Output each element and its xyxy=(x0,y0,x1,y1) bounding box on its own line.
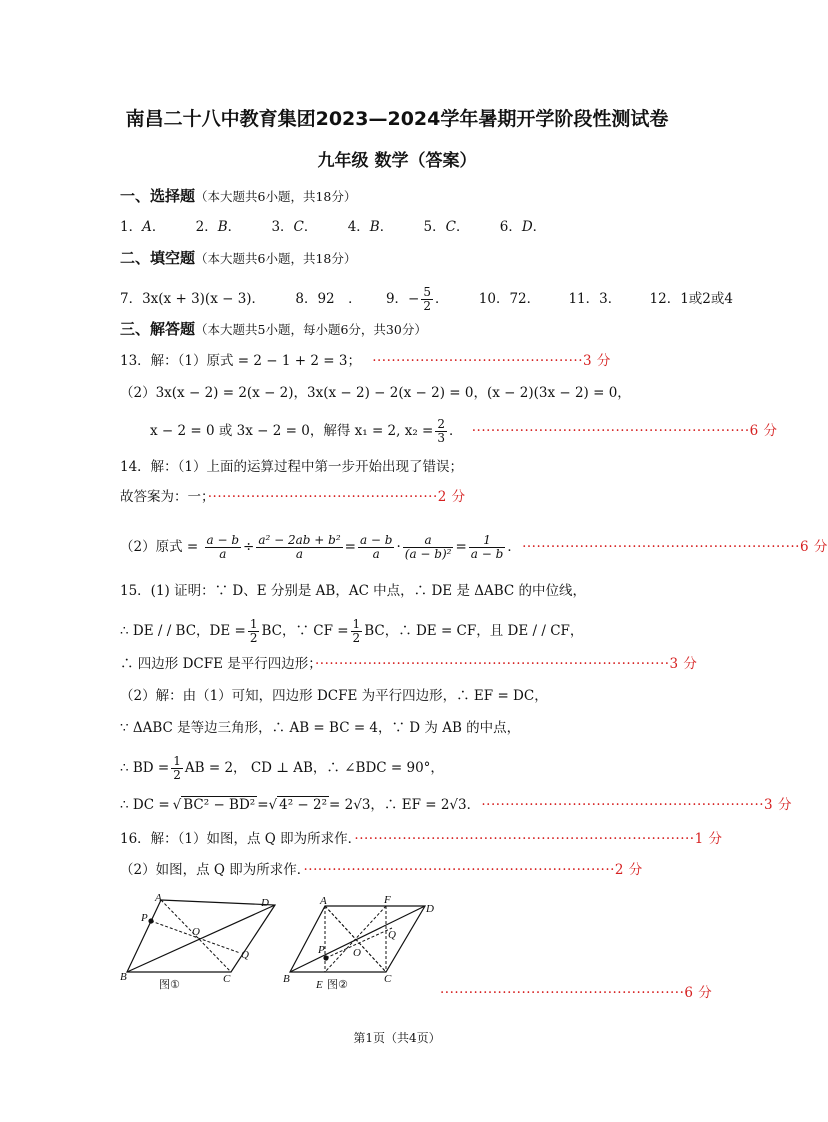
section2-header xyxy=(120,250,356,267)
label-p: P xyxy=(318,944,325,956)
denominator: (a − b)² xyxy=(404,547,452,561)
q13-solution: x − 2 = 0 或 3x − 2 = 0，解得 x₁ = 2, x₂ = xyxy=(150,423,434,439)
q14-expression-start: （2）原式 = xyxy=(120,539,199,555)
fraction xyxy=(358,534,395,561)
section3-heading: 三、解答题 xyxy=(120,320,196,338)
label-q: Q xyxy=(241,949,249,961)
answer-7: 7．3x(x + 3)(x − 3)． xyxy=(120,291,266,307)
q16-line2 xyxy=(120,862,643,878)
q15-text: ∴ DC = xyxy=(120,797,170,813)
q16-part2: （2）如图，点 Q 即为所求作． xyxy=(120,862,304,878)
operator: = xyxy=(344,539,356,555)
figure-2-label: 图② xyxy=(327,978,348,991)
numerator: 1 xyxy=(249,617,258,631)
q13-fraction xyxy=(435,418,447,445)
answer-9-fraction xyxy=(421,286,433,313)
operator: ÷ xyxy=(243,539,255,555)
numerator: a² − 2ab + b² xyxy=(258,533,341,547)
label-a: A xyxy=(320,895,327,907)
label-f: F xyxy=(384,894,391,906)
operator: = xyxy=(257,797,269,813)
answer-11: 11．3． xyxy=(568,291,622,307)
label-q: Q xyxy=(388,929,396,941)
q13-line1 xyxy=(120,353,611,369)
answer-9-prefix: 9．− xyxy=(385,291,420,307)
numerator: a − b xyxy=(359,533,393,547)
label-e: E xyxy=(316,979,323,991)
denominator: 2 xyxy=(352,631,361,645)
answer-1: A xyxy=(142,219,152,235)
denominator: a − b xyxy=(470,547,504,561)
answer-5: C xyxy=(445,219,456,235)
fraction xyxy=(351,618,363,645)
radicand: BC² − BD² xyxy=(183,797,256,813)
figure-2-diagram xyxy=(280,890,440,1002)
figure-1-diagram xyxy=(115,890,285,1000)
page-title: 南昌二十八中教育集团2023—2024学年暑期开学阶段性测试卷 xyxy=(125,108,669,130)
q15-line1: 15．(1) 证明：∵ D、E 分别是 AB，AC 中点，∴ DE 是 ΔABC 的中位线， xyxy=(120,583,587,599)
numerator: 5 xyxy=(423,285,431,299)
q13-part1: 13．解：（1）原式 = 2 − 1 + 2 = 3； xyxy=(120,353,355,369)
q15-text: AB = 2， CD ⊥ AB，∴ ∠BDC = 90°， xyxy=(184,760,444,776)
score-mark: ··········································································3 分 xyxy=(315,656,698,672)
denominator: 2 xyxy=(423,299,431,313)
fraction xyxy=(205,534,242,561)
punct: ． xyxy=(507,539,515,555)
label-o: O xyxy=(353,947,361,959)
denominator: a xyxy=(219,547,227,561)
answer-6: D xyxy=(521,219,533,235)
answer-6-num: 6． xyxy=(499,219,522,235)
score-mark: ············································3 分 xyxy=(372,353,611,369)
punct: ． xyxy=(227,219,242,235)
operator: · xyxy=(396,539,401,555)
answer-2: B xyxy=(217,219,228,235)
denominator: 2 xyxy=(173,768,181,782)
q16-figure-score: ···················································6 分 xyxy=(440,985,713,1001)
label-b: B xyxy=(120,971,127,983)
label-d: D xyxy=(261,897,269,909)
numerator: 1 xyxy=(352,617,361,631)
q14-line1: 14．解：（1）上面的运算过程中第一步开始出现了错误； xyxy=(120,459,464,475)
punct: ． xyxy=(151,219,166,235)
q15-text: BC，∵ CF = xyxy=(261,623,349,639)
denominator: a xyxy=(295,547,304,561)
numerator: a − b xyxy=(206,533,240,547)
section1-note: （本大题共6小题，共18分） xyxy=(195,189,357,204)
punct: ． xyxy=(455,219,470,235)
q15-line7: ∴ DC = √ BC² − BD² =√ 4² − 2² = 2√3，∴ EF = 2√3． ···························································3 分 xyxy=(120,797,792,813)
answer-4-num: 4． xyxy=(347,219,370,235)
q15-text: = 2√3，∴ EF = 2√3． xyxy=(329,797,474,813)
q15-text: BC，∴ DE = CF，且 DE / / CF， xyxy=(364,623,584,639)
q15-line4: （2）解：由（1）可知，四边形 DCFE 为平行四边形，∴ EF = DC， xyxy=(120,688,548,704)
q16-part1: 16．解：（1）如图，点 Q 即为所求作． xyxy=(120,831,355,847)
numerator: a xyxy=(403,534,454,548)
fraction xyxy=(469,534,506,561)
q15-line5: ∵ ΔABC 是等边三角形，∴ AB = BC = 4，∵ D 为 AB 的中点， xyxy=(120,720,521,736)
q15-text: ∴ BD = xyxy=(120,760,170,776)
page-subtitle: 九年级 数学（答案） xyxy=(317,151,477,171)
punct: ． xyxy=(303,219,318,235)
section2-heading: 二、填空题 xyxy=(120,249,196,267)
q15-line2 xyxy=(120,618,583,645)
numerator: 2 xyxy=(437,417,445,431)
q13-line2: （2）3x(x − 2) = 2(x − 2)，3x(x − 2) − 2(x − 2) = 0，(x − 2)(3x − 2) = 0， xyxy=(120,385,631,401)
label-d: D xyxy=(426,903,434,915)
punct: ． xyxy=(448,423,456,439)
fraction xyxy=(403,534,454,561)
point-p xyxy=(323,955,328,960)
fraction xyxy=(171,755,183,782)
q14-line3 xyxy=(120,534,828,561)
answer-8: 8．92 ． xyxy=(295,291,362,307)
section3-header xyxy=(120,321,427,338)
section2-note: （本大题共6小题，共18分） xyxy=(195,251,357,266)
answer-3-num: 3． xyxy=(271,219,294,235)
diagonal-bd xyxy=(290,906,425,972)
punct: ． xyxy=(532,219,547,235)
answer-2-num: 2． xyxy=(195,219,218,235)
q14-answer: 故答案为：一； xyxy=(120,489,208,505)
fraction xyxy=(256,534,342,561)
answer-3: C xyxy=(293,219,304,235)
label-a: A xyxy=(155,892,162,904)
q15-conclusion: ∴ 四边形 DCFE 是平行四边形； xyxy=(120,656,315,672)
denominator: 2 xyxy=(249,631,258,645)
point-p xyxy=(148,918,153,923)
q14-line2 xyxy=(120,489,466,505)
section1-answers xyxy=(120,219,546,235)
numerator: 1 xyxy=(173,754,181,768)
denominator: 3 xyxy=(437,431,445,445)
parallelogram xyxy=(127,900,275,972)
score-mark: ··························································6 分 xyxy=(471,423,778,439)
score-mark: ···························································3 分 xyxy=(481,797,792,813)
q15-text: ∴ DE / / BC，DE = xyxy=(120,623,246,639)
label-p: P xyxy=(141,912,148,924)
punct: ． xyxy=(379,219,394,235)
label-c: C xyxy=(223,973,231,985)
numerator: 1 xyxy=(469,534,506,548)
answer-5-num: 5． xyxy=(423,219,446,235)
score-mark: ·································································2 分 xyxy=(303,862,643,878)
figure-1-label: 图① xyxy=(159,978,180,991)
section2-answers xyxy=(120,286,733,313)
radicand: 4² − 2² xyxy=(279,797,328,813)
score-mark: ················································2 分 xyxy=(207,489,466,505)
fraction xyxy=(248,618,260,645)
score-mark: ·······································································1 分 xyxy=(354,831,723,847)
punct: ． xyxy=(434,291,449,307)
label-o: O xyxy=(192,926,200,938)
label-b: B xyxy=(283,973,290,985)
label-c: C xyxy=(384,973,392,985)
denominator: a xyxy=(372,547,380,561)
answer-10: 10．72． xyxy=(478,291,541,307)
operator: = xyxy=(455,539,467,555)
answer-4: B xyxy=(369,219,380,235)
q15-line3 xyxy=(120,656,697,672)
q16-line1 xyxy=(120,831,722,847)
section3-note: （本大题共5小题，每小题6分，共30分） xyxy=(195,322,427,337)
section1-header xyxy=(120,188,356,205)
answer-1-num: 1． xyxy=(120,219,143,235)
q13-line3 xyxy=(150,418,778,445)
section1-heading: 一、选择题 xyxy=(120,187,196,205)
score-mark: ··························································6 分 xyxy=(522,539,828,555)
answer-12: 12．1或2或4 xyxy=(649,291,733,307)
page-footer: 第1页（共4页） xyxy=(353,1031,441,1045)
q15-line6 xyxy=(120,755,444,782)
